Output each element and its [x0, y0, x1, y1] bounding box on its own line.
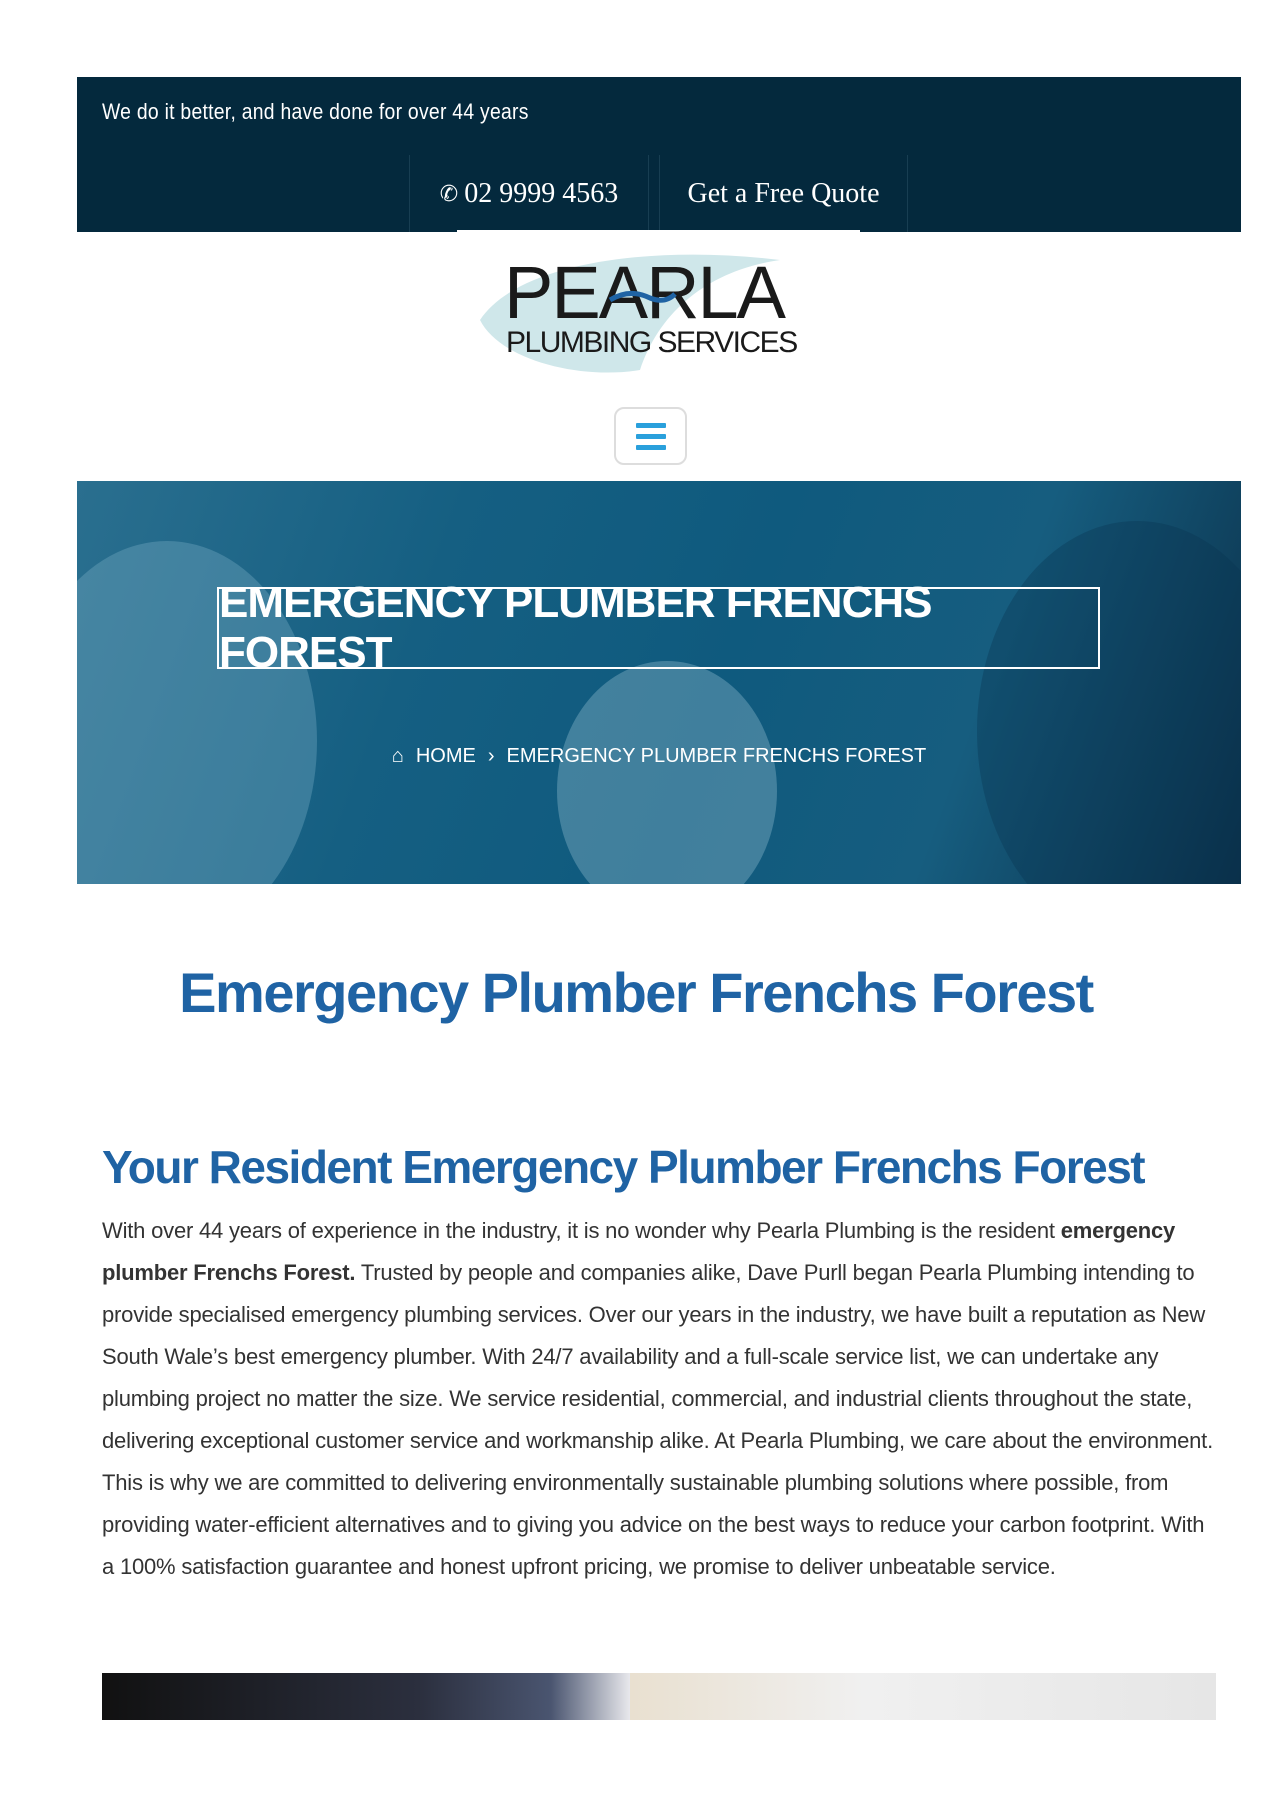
- logo[interactable]: [460, 250, 860, 385]
- heading-bold: Resident Emergency Plumber Frenchs Forest: [208, 1141, 1145, 1193]
- content-image: [102, 1673, 1216, 1720]
- divider: [457, 230, 860, 233]
- phone-link[interactable]: [409, 155, 649, 232]
- chevron-right-icon: ›: [487, 745, 495, 767]
- breadcrumb-current: EMERGENCY PLUMBER FRENCHS FOREST: [506, 745, 927, 767]
- heading-prefix: Your: [102, 1141, 209, 1193]
- section-heading: [102, 1140, 1144, 1194]
- para-intro: With over 44 years of experience in the industry, it is no wonder why Pearla Plumbing is the resident: [102, 1218, 1061, 1243]
- breadcrumb-home[interactable]: HOME: [415, 745, 476, 767]
- svg-text:PLUMBING SERVICES: PLUMBING SERVICES: [506, 326, 797, 359]
- phone-icon: ✆: [439, 180, 459, 206]
- breadcrumb: [77, 745, 1241, 768]
- para-rest: Trusted by people and companies alike, Dave Purll began Pearla Plumbing intending to provide specialised emergency plumbing services. Over our years in the industry, we have built a reputation as New South Wale’s best emergency plumber. With 24/7 availability and a full-scale service list, we can undertake any plumbing project no matter the size. We service residential, commercial, and industrial clients throughout the state, delivering exceptional customer service and workmanship alike. At Pearla Plumbing, we care about the environment. This is why we are committed to delivering environmentally sustainable plumbing solutions where possible, from providing water-efficient alternatives and to giving you advice on the best ways to reduce your carbon footprint. With a 100% satisfaction guarantee and honest upfront pricing, we promise to deliver unbeatable service.: [102, 1260, 1213, 1579]
- free-quote-button[interactable]: Get a Free Quote: [659, 155, 908, 232]
- phone-number: 02 9999 4563: [464, 177, 619, 209]
- svg-text:PEARLA: PEARLA: [504, 251, 785, 334]
- home-icon: ⌂: [391, 745, 404, 767]
- hero-title: EMERGENCY PLUMBER FRENCHS FOREST: [217, 587, 1100, 669]
- hamburger-icon: [636, 423, 666, 428]
- tagline: We do it better, and have done for over 44 years: [102, 99, 529, 124]
- intro-paragraph: [102, 1210, 1220, 1588]
- hamburger-icon-bar: [636, 445, 666, 450]
- hamburger-icon-bar: [636, 434, 666, 439]
- hero-banner: [77, 481, 1241, 884]
- para-bold: emergency plumber Frenchs Forest.: [102, 1218, 1176, 1285]
- page-title: Emergency Plumber Frenchs Forest: [179, 961, 1093, 1024]
- menu-toggle-button[interactable]: [614, 407, 687, 465]
- top-bar: [77, 77, 1241, 232]
